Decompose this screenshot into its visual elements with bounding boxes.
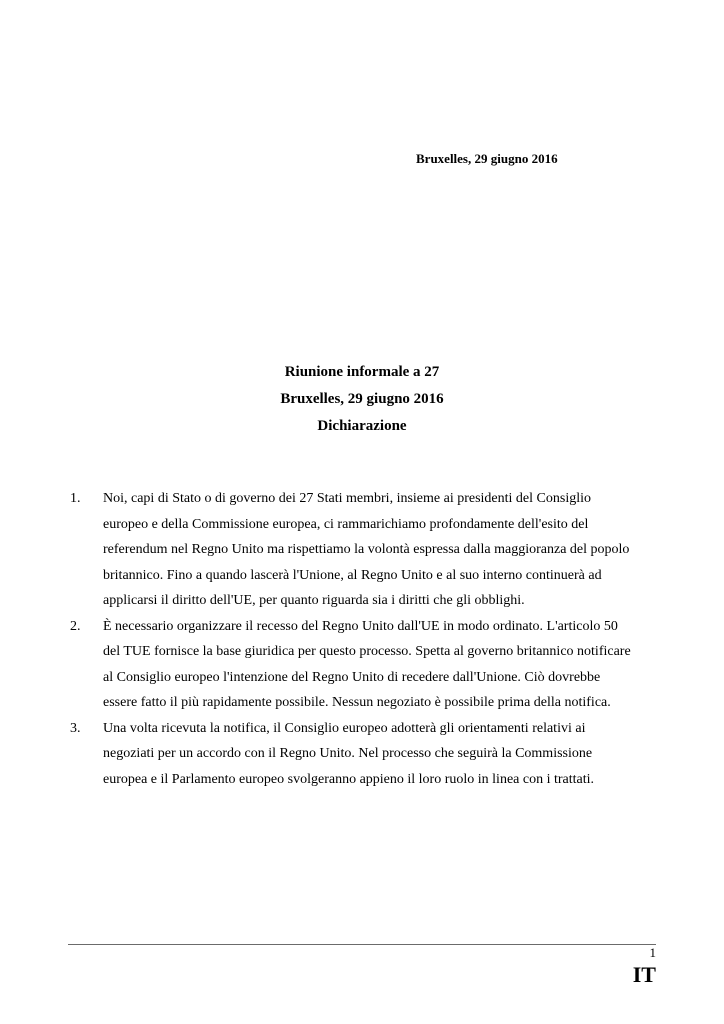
text-line: Noi, capi di Stato o di governo dei 27 Stati membri, insieme ai presidenti del Consiglio <box>103 491 591 506</box>
page-number: 1 <box>649 945 656 960</box>
language-code: IT <box>632 962 656 987</box>
text-line: britannico. Fino a quando lascerà l'Unione, al Regno Unito e al suo interno continuerà ad <box>103 567 602 583</box>
text-line: referendum nel Regno Unito ma rispettiamo la volontà espressa dalla maggioranza del popolo <box>103 542 630 557</box>
text-line: al Consiglio europeo l'intenzione del Regno Unito di recedere dall'Unione. Ciò dovrebbe <box>103 669 601 685</box>
meeting-place-date: Bruxelles, 29 giugno 2016 <box>280 391 444 407</box>
text-line: del TUE fornisce la base giuridica per questo processo. Spetta al governo britannico notificare <box>103 644 631 659</box>
text-line: Una volta ricevuta la notifica, il Consiglio europeo adotterà gli orientamenti relativi ai <box>103 720 586 736</box>
text-line: essere fatto il più rapidamente possibile. Nessun negoziato è possibile prima della notifica. <box>103 695 611 710</box>
text-line: È necessario organizzare il recesso del Regno Unito dall'UE in modo ordinato. L'articolo 50 <box>103 618 618 634</box>
document-type: Dichiarazione <box>317 418 407 434</box>
document-date: Bruxelles, 29 giugno 2016 <box>416 151 558 166</box>
text-line: europeo e della Commissione europea, ci rammarichiamo profondamente dell'esito del <box>103 516 589 532</box>
list-item <box>0 486 724 614</box>
meeting-title: Riunione informale a 27 <box>284 364 440 380</box>
list-item <box>0 716 724 793</box>
text-line: europea e il Parlamento europeo svolgeranno appieno il loro ruolo in linea con i trattati. <box>103 771 595 787</box>
item-number: 1. <box>70 491 81 506</box>
text-line: applicarsi il diritto dell'UE, per quanto riguarda sia i diritti che gli obblighi. <box>103 593 525 608</box>
text-line: negoziati per un accordo con il Regno Unito. Nel processo che seguirà la Commissione <box>103 746 593 761</box>
item-text <box>103 486 663 614</box>
item-number: 3. <box>70 720 81 736</box>
declaration-list <box>0 486 724 792</box>
list-item <box>0 614 724 716</box>
item-text <box>103 614 663 716</box>
item-text <box>103 716 663 793</box>
footer-divider <box>68 944 656 945</box>
item-number: 2. <box>70 618 81 634</box>
title-block <box>0 359 724 440</box>
